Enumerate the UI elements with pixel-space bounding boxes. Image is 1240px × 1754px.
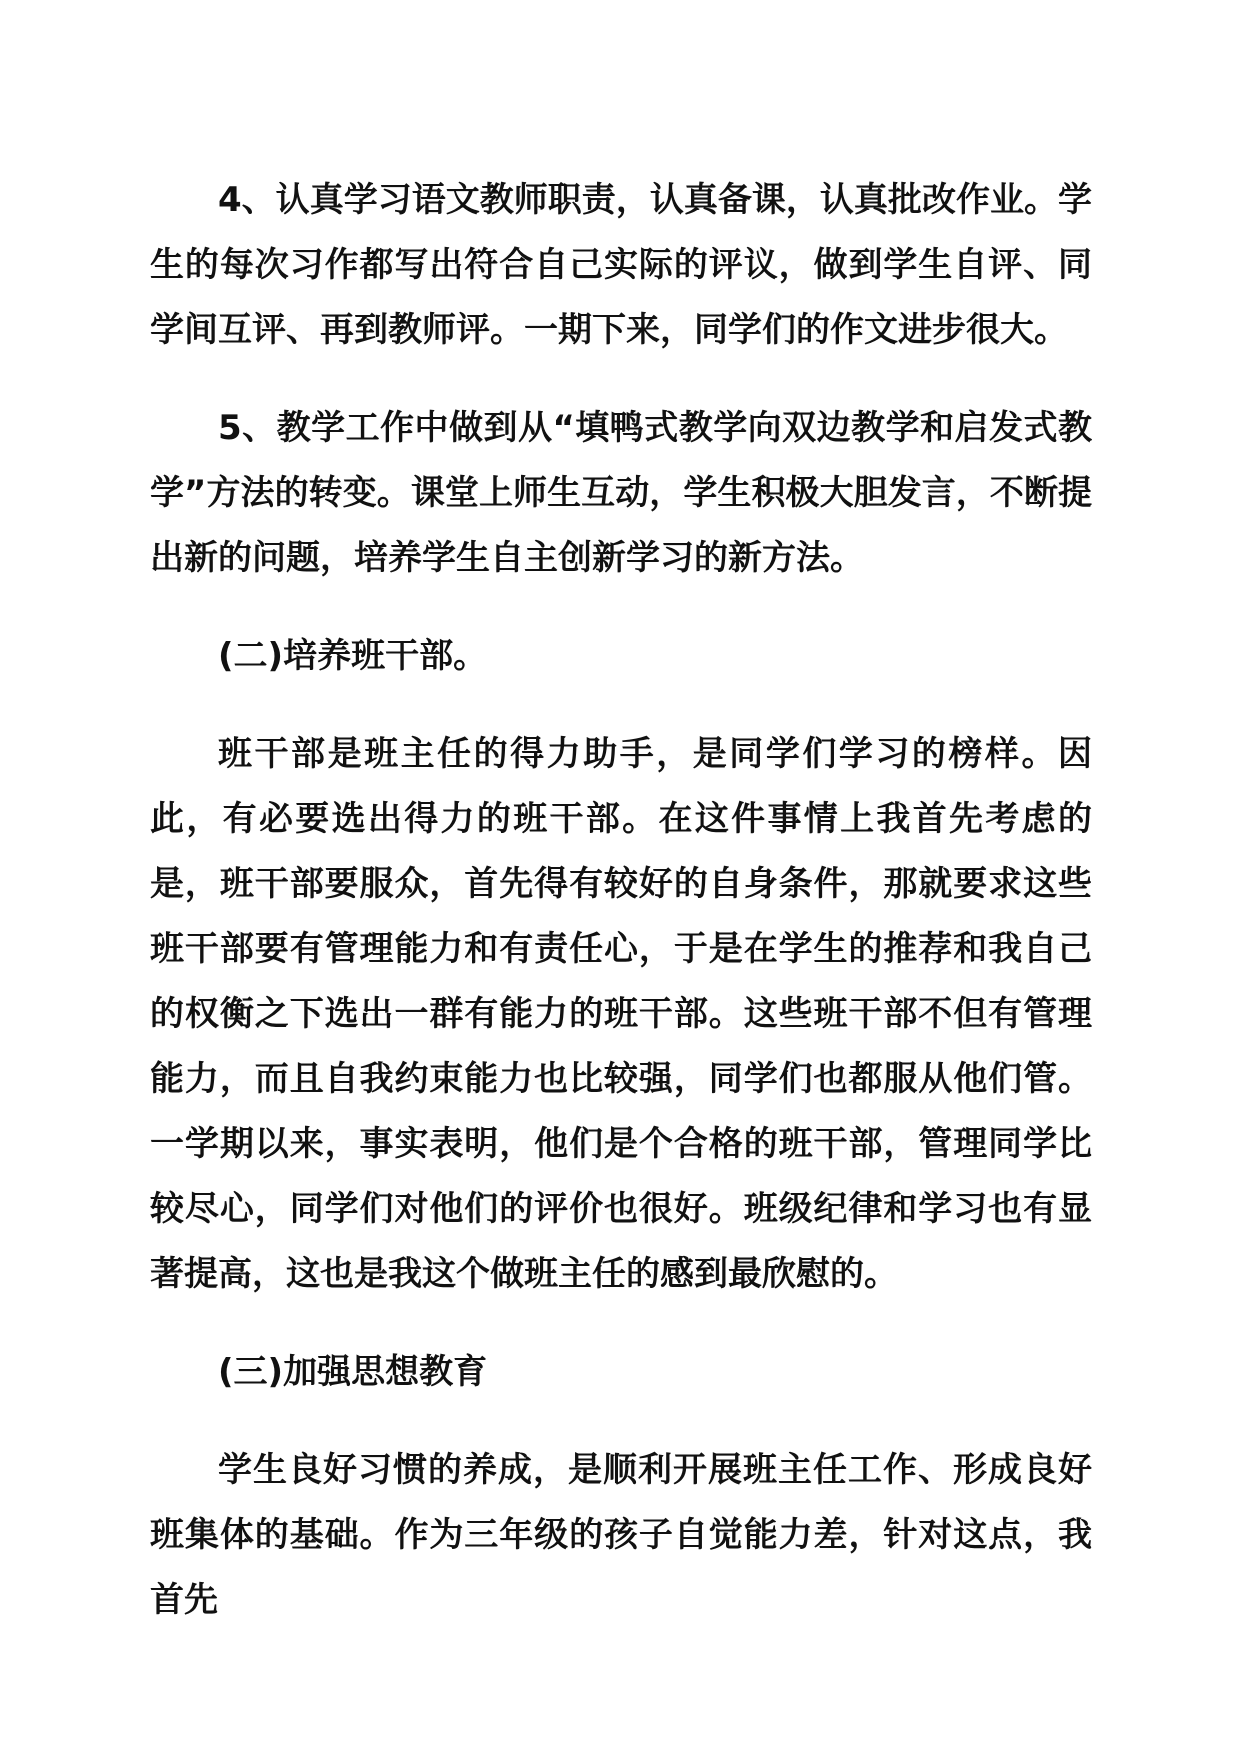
document-body	[150, 168, 1092, 1666]
section-heading-2: (二)培养班干部。	[218, 636, 488, 676]
paragraph-class-cadres: 班干部是班主任的得力助手，是同学们学习的榜样。因此，有必要选出得力的班干部。在这件事情上我首先考虑的是，班干部要服众，首先得有较好的自身条件，那就要求这些班干部要有管理能力和有责任心，于是在学生的推荐和我自己的权衡之下选出一群有能力的班干部。这些班干部不但有管理能力，而且自我约束能力也比较强，同学们也都服从他们管。一学期以来，事实表明，他们是个合格的班干部，管理同学比较尽心，同学们对他们的评价也很好。班级纪律和学习也有显著提高，这也是我这个做班主任的感到最欣慰的。	[150, 734, 1092, 1294]
paragraph-item-4: 4、认真学习语文教师职责，认真备课，认真批改作业。学生的每次习作都写出符合自己实际的评议，做到学生自评、同学间互评、再到教师评。一期下来，同学们的作文进步很大。	[150, 180, 1092, 350]
paragraph-item-5: 5、教学工作中做到从“填鸭式教学向双边教学和启发式教学”方法的转变。课堂上师生互动，学生积极大胆发言，不断提出新的问题，培养学生自主创新学习的新方法。	[150, 408, 1092, 578]
paragraph-habits: 学生良好习惯的养成，是顺利开展班主任工作、形成良好班集体的基础。作为三年级的孩子自觉能力差，针对这点，我首先	[150, 1450, 1092, 1620]
section-heading-3: (三)加强思想教育	[218, 1352, 488, 1392]
